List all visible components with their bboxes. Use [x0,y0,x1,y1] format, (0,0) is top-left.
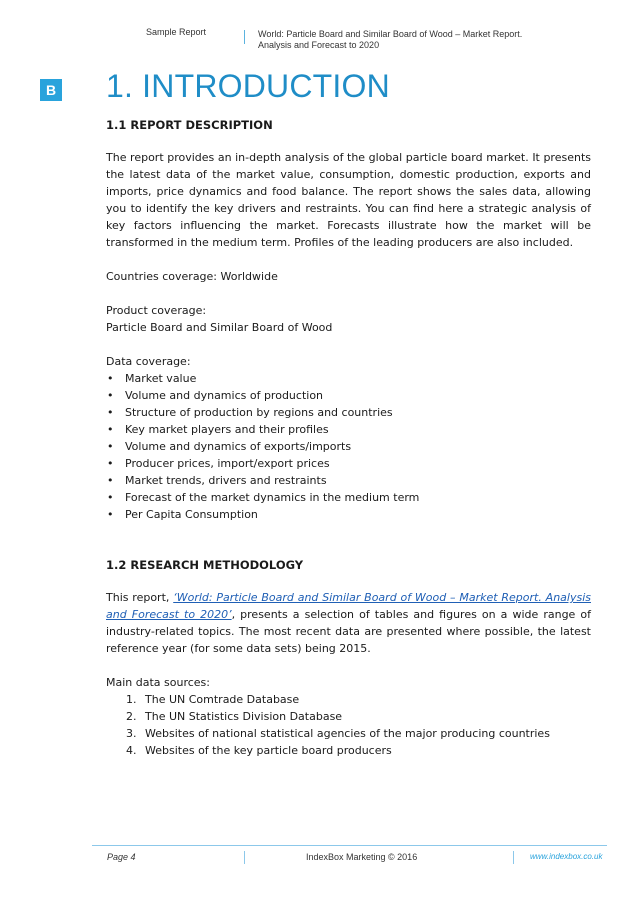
product-coverage-value: Particle Board and Similar Board of Wood [106,321,333,334]
header-report-type: Sample Report [146,27,207,37]
footer-copyright: IndexBox Marketing © 2016 [306,852,418,862]
data-sources-list [106,691,591,759]
data-coverage-label: Data coverage: [106,355,191,368]
bullet-icon: • [107,372,114,385]
footer-separator [513,851,514,864]
bullet-icon: • [107,440,114,453]
section-heading-report-description: 1.1 REPORT DESCRIPTION [106,118,273,132]
list-item: • Volume and dynamics of exports/imports [107,440,352,453]
research-methodology-paragraph: This report, ‘World: Particle Board and Similar Board of Wood – Market Report. Analysis and Forecast to 2020’, presents a selection of tables and figures on a wide range of industry-related topics. The most recent data are presented where possible, the latest reference year (for some data sets) being 2015. [106,591,591,655]
product-coverage-label: Product coverage: [106,304,207,317]
list-item: • Market value [107,372,197,385]
report-description-paragraph: The report provides an in-depth analysis of the global particle board market. It presents the latest data of the market value, consumption, domestic production, exports and imports, price dynamics and food balance. The report shows the sales data, allowing you to identify the key drivers and restraints. You can find here a strategic analysis of key factors influencing the market. Forecasts illustrate how the market will be transformed in the medium term. Profiles of the leading producers are also included. [106,151,591,249]
bullet-icon: • [107,406,114,419]
data-coverage-list [106,370,591,523]
header-title-line-2: Analysis and Forecast to 2020 [258,40,380,50]
brand-logo-icon: B [40,79,62,101]
countries-coverage: Countries coverage: Worldwide [106,270,278,283]
list-item: 4. Websites of the key particle board producers [126,744,392,757]
header-title-line-1: World: Particle Board and Similar Board of Wood – Market Report. [258,29,523,39]
list-item: 1. The UN Comtrade Database [126,693,300,706]
footer-website-link[interactable]: www.indexbox.co.uk [530,852,603,861]
page-title: 1. INTRODUCTION [106,68,390,104]
bullet-icon: • [107,474,114,487]
bullet-icon: • [107,508,114,521]
bullet-icon: • [107,457,114,470]
list-item: 3. Websites of national statistical agencies of the major producing countries [126,727,550,740]
header-divider [244,30,245,44]
list-item: 2. The UN Statistics Division Database [126,710,343,723]
bullet-icon: • [107,389,114,402]
list-item: • Per Capita Consumption [107,508,258,521]
main-content [106,117,591,759]
list-item: • Key market players and their profiles [107,423,329,436]
list-item: • Structure of production by regions and countries [107,406,393,419]
bullet-icon: • [107,491,114,504]
section-heading-research-methodology: 1.2 RESEARCH METHODOLOGY [106,558,304,572]
page-number: Page 4 [107,852,136,862]
list-item: • Volume and dynamics of production [107,389,324,402]
report-title-link[interactable]: ‘World: Particle Board and Similar Board of Wood – Market Report. Analysis and Forecast to 2020’ [106,591,591,621]
list-item: • Market trends, drivers and restraints [107,474,327,487]
data-sources-label: Main data sources: [106,676,210,689]
list-item: • Forecast of the market dynamics in the medium term [107,491,420,504]
header-report-title [258,29,578,51]
bullet-icon: • [107,423,114,436]
list-item: • Producer prices, import/export prices [107,457,330,470]
footer-separator [244,851,245,864]
footer-divider [92,845,607,846]
